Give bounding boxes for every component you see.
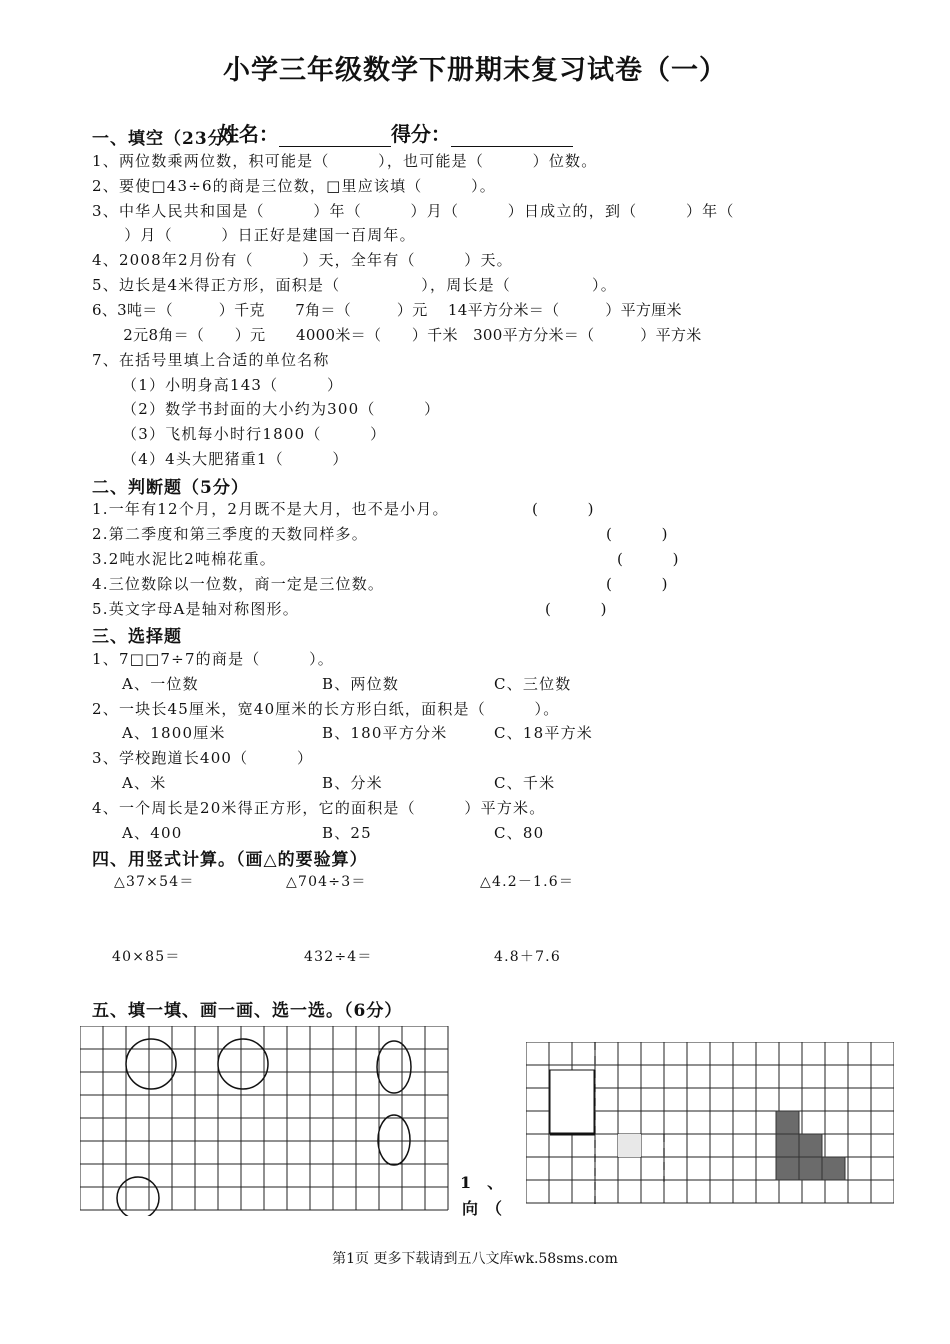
page-title: 小学三年级数学下册期末复习试卷（一） [223,55,727,86]
right-grid-figure [526,1042,894,1206]
calc-2: △704÷3＝ [286,874,367,890]
ellipse-shape-2 [378,1115,410,1165]
calc-1: △37×54＝ [114,874,195,890]
choice-q4-a[interactable]: A、400 [122,824,183,842]
choice-q1-a[interactable]: A、一位数 [122,675,199,693]
choice-q1-c[interactable]: C、三位数 [494,675,572,693]
circle-shape-2 [218,1039,268,1089]
circle-shape-1 [126,1039,176,1089]
fill-line-6: 6、3吨＝（ ）千克 7角＝（ ）元 14平方分米＝（ ）平方厘米 [92,301,682,319]
calc-3: △4.2－1.6＝ [480,874,575,890]
judge-item-4: 4.三位数除以一位数，商一定是三位数。 [92,575,385,593]
fill-line-7-1: （1）小明身高143（ ） [122,376,344,394]
judge-blank-1[interactable]: ( ) [532,500,595,518]
judge-item-3: 3.2吨水泥比2吨棉花重。 [92,550,276,568]
name-blank[interactable] [279,124,391,147]
calc-4: 40×85＝ [112,949,181,965]
section-judge-title: 二、判断题（5分） [92,478,249,498]
fill-line-7-4: （4）4头大肥猪重1（ ） [122,450,349,468]
fill-line-5: 5、边长是4米得正方形，面积是（ ），周长是（ ）。 [92,276,617,294]
name-label: 姓名： [218,122,279,146]
section-draw-title: 五、填一填、画一画、选一选。（6分） [92,1001,403,1021]
choice-q4-b[interactable]: B、25 [322,824,372,842]
choice-q4: 4、一个周长是20米得正方形，它的面积是（ ）平方米。 [92,799,546,817]
judge-item-2: 2.第二季度和第三季度的天数同样多。 [92,525,368,543]
fill-line-4: 4、2008年2月份有（ ）天，全年有（ ）天。 [92,251,513,269]
choice-q3-b[interactable]: B、分米 [322,774,383,792]
choice-q3-c[interactable]: C、千米 [494,774,556,792]
fill-line-3-cont: ）月（ ）日正好是建国一百周年。 [108,226,416,244]
page-footer: 第1页 更多下载请到五八文库wk.58sms.com [332,1251,618,1267]
fill-line-7-2: （2）数学书封面的大小约为300（ ） [122,400,441,418]
judge-blank-5[interactable]: ( ) [545,600,608,618]
judge-blank-4[interactable]: ( ) [606,575,669,593]
judge-item-1: 1.一年有12个月，2月既不是大月，也不是小月。 [92,500,449,518]
shaded-l-shape [776,1111,845,1180]
section-fill-title: 一、填空（23分） [92,129,244,149]
side-text-2: 向 （ [462,1199,503,1218]
judge-blank-3[interactable]: ( ) [617,550,680,568]
choice-q3-a[interactable]: A、米 [122,774,167,792]
fill-line-3: 3、中华人民共和国是（ ）年（ ）月（ ）日成立的，到（ ）年（ [92,202,735,220]
white-rect-shape [550,1070,594,1134]
choice-q2-a[interactable]: A、1800厘米 [122,724,226,742]
score-label: 得分： [390,122,451,146]
fill-line-1: 1、两位数乘两位数，积可能是（ ），也可能是（ ）位数。 [92,152,598,170]
name-score-bar [205,94,573,147]
calc-5: 432÷4＝ [304,949,373,965]
section-calc-title: 四、用竖式计算。（画△的要验算） [92,850,368,870]
fill-line-6-cont: 2元8角＝（ ）元 4000米＝（ ）千米 300平方分米＝（ ）平方米 [108,326,702,344]
left-grid-figure [80,1026,450,1216]
choice-q2-c[interactable]: C、18平方米 [494,724,593,742]
fill-line-7: 7、在括号里填上合适的单位名称 [92,351,330,369]
choice-q2: 2、一块长45厘米，宽40厘米的长方形白纸，面积是（ ）。 [92,700,560,718]
score-blank[interactable] [451,124,573,147]
judge-item-5: 5.英文字母A是轴对称图形。 [92,600,299,618]
choice-q4-c[interactable]: C、80 [494,824,545,842]
choice-q2-b[interactable]: B、180平方分米 [322,724,448,742]
side-text-1: 1 、 [460,1173,504,1192]
left-grid-lines [80,1026,448,1210]
fill-line-7-3: （3）飞机每小时行1800（ ） [122,425,387,443]
calc-6: 4.8＋7.6 [494,949,561,965]
choice-q3: 3、学校跑道长400（ ） [92,749,314,767]
choice-q1: 1、7□□7÷7的商是（ ）。 [92,650,334,668]
choice-q1-b[interactable]: B、两位数 [322,675,400,693]
light-cell [618,1134,641,1157]
section-choice-title: 三、选择题 [92,627,182,647]
fill-line-2: 2、要使□43÷6的商是三位数，□里应该填（ ）。 [92,177,496,195]
judge-blank-2[interactable]: ( ) [606,525,669,543]
